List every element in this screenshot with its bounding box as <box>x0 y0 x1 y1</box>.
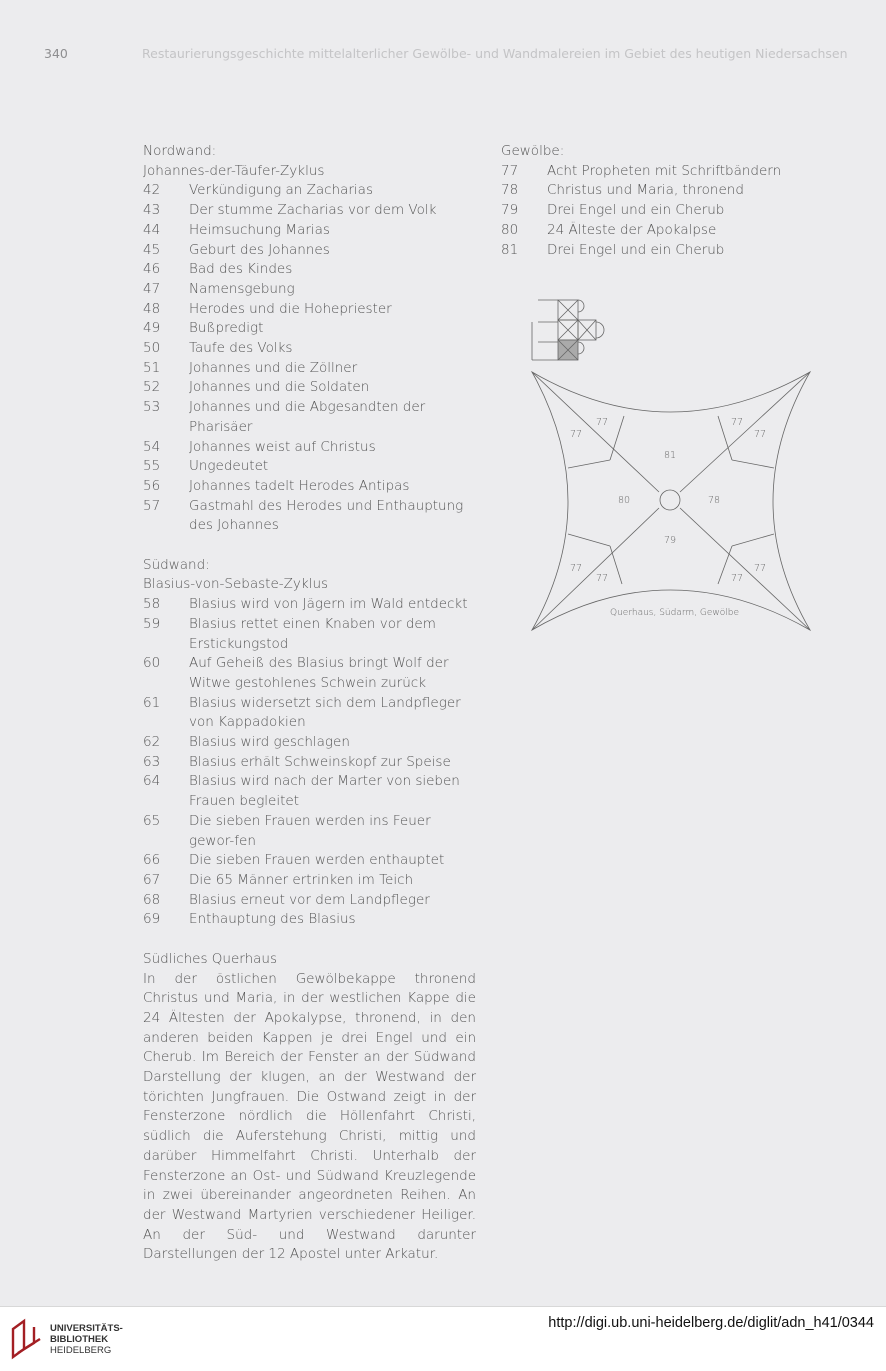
label-79: 79 <box>664 535 677 546</box>
item-text: Geburt des Johannes <box>189 241 330 258</box>
item-number: 79 <box>501 202 519 219</box>
item-text: Taufe des Volks <box>189 340 293 357</box>
querhaus-heading: Südliches Querhaus <box>143 950 278 967</box>
label-77: 77 <box>754 563 767 574</box>
label-80: 80 <box>618 495 631 506</box>
suedwand-item <box>143 812 476 851</box>
item-text: Namensgebung <box>189 280 295 297</box>
item-text: Enthauptung des Blasius <box>189 911 356 928</box>
item-number: 81 <box>501 241 519 258</box>
item-number: 42 <box>143 182 161 199</box>
item-text: Johannes tadelt Herodes Antipas <box>189 477 410 494</box>
item-number: 80 <box>501 221 519 238</box>
item-number: 67 <box>143 872 161 888</box>
label-81: 81 <box>664 450 677 461</box>
running-title: Restaurierungsgeschichte mittelalterlicher Gewölbe- und Wandmalereien im Gebiet des heutigen Niedersachsen <box>142 46 848 61</box>
item-number: 49 <box>143 320 161 337</box>
label-77: 77 <box>731 417 744 428</box>
nordwand-item <box>143 319 476 339</box>
nordwand-item <box>143 457 476 477</box>
nordwand-item <box>143 201 476 221</box>
suedwand-item <box>143 910 476 930</box>
item-text: Herodes und die Hohepriester <box>189 300 392 317</box>
item-number: 51 <box>143 359 161 376</box>
vault-diagram <box>526 292 816 632</box>
item-number: 57 <box>143 497 161 514</box>
gewoelbe-item <box>501 201 801 221</box>
item-number: 63 <box>143 753 161 770</box>
nordwand-cycle: Johannes-der-Täufer-Zyklus <box>143 162 325 179</box>
suedwand-item <box>143 871 476 891</box>
item-text: Der stumme Zacharias vor dem Volk <box>189 202 437 219</box>
item-number: 48 <box>143 300 161 317</box>
suedwand-item <box>143 891 476 911</box>
vault-plan <box>532 372 810 630</box>
item-text: Drei Engel und ein Cherub <box>547 202 725 219</box>
querhaus-paragraph: In der östlichen Gewölbekappe thronend Christus und Maria, in der westlichen Kappe die 24 Ältesten der Apokalypse, thronend, in den anderen beiden Kappen je drei Engel und ein Cherub. Im Bereich der Fenster an der Südwand Darstellung der klugen, an der Westwand der törichten Jungfrauen. Die Ostwand zeigt in der Fensterzone nördlich die Höllenfahrt Christi, südlich die Auferstehung Christi, mittig und darüber Himmelfahrt Christi. Unterhalb der Fensterzone an Ost- und Südwand Kreuzlegende in zwei übereinander angeordneten Reihen. An der Westwand Martyrien verschiedener Heiliger. An der Süd- und Westwand darunter Darstellungen der 12 Apostel unter Arkatur. <box>143 970 476 1263</box>
item-number: 47 <box>143 280 161 297</box>
source-url-link[interactable]: http://digi.ub.uni-heidelberg.de/diglit/adn_h41/0344 <box>548 1315 874 1331</box>
item-number: 77 <box>501 162 519 179</box>
diagram-caption: Querhaus, Südarm, Gewölbe <box>610 608 740 618</box>
nordwand-item <box>143 339 476 359</box>
suedwand-item <box>143 654 476 693</box>
item-number: 43 <box>143 202 161 219</box>
suedwand-item <box>143 753 476 773</box>
nordwand-item <box>143 477 476 497</box>
nordwand-item <box>143 181 476 201</box>
suedwand-item <box>143 615 476 654</box>
item-number: 50 <box>143 340 161 357</box>
library-logo-text <box>50 1323 123 1356</box>
item-number: 54 <box>143 438 161 455</box>
nordwand-heading: Nordwand: <box>143 143 217 159</box>
nordwand-list <box>143 181 476 536</box>
item-number: 59 <box>143 615 161 632</box>
item-number: 52 <box>143 379 161 396</box>
logo-line-2: BIBLIOTHEK <box>50 1334 109 1345</box>
gewoelbe-heading: Gewölbe: <box>501 143 565 159</box>
nordwand-item <box>143 221 476 241</box>
library-logo-icon <box>10 1317 44 1361</box>
item-number: 64 <box>143 773 161 790</box>
gewoelbe-list <box>501 162 801 261</box>
item-text: Ungedeutet <box>189 458 269 475</box>
item-number: 45 <box>143 241 161 258</box>
suedwand-item <box>143 851 476 871</box>
nordwand-item <box>143 241 476 261</box>
item-number: 68 <box>143 891 161 908</box>
logo-line-3: HEIDELBERG <box>50 1345 112 1356</box>
item-number: 61 <box>143 694 161 711</box>
item-text: Christus und Maria, thronend <box>547 182 744 199</box>
item-number: 56 <box>143 477 161 494</box>
item-text: Blasius rettet einen Knaben vor dem Erstickungstod <box>189 615 436 652</box>
item-number: 44 <box>143 221 161 238</box>
label-78: 78 <box>708 495 721 506</box>
item-number: 66 <box>143 852 161 869</box>
label-77: 77 <box>596 573 609 584</box>
right-column <box>501 142 801 260</box>
item-number: 55 <box>143 458 161 475</box>
item-text: Johannes und die Zöllner <box>189 359 358 376</box>
item-text: Bad des Kindes <box>189 261 293 278</box>
item-number: 78 <box>501 182 519 199</box>
gewoelbe-item <box>501 221 801 241</box>
item-text: Johannes und die Abgesandten der Pharisäer <box>189 399 426 435</box>
item-text: Johannes weist auf Christus <box>189 438 376 455</box>
footer-bar <box>0 1306 886 1371</box>
item-text: Verkündigung an Zacharias <box>189 182 373 199</box>
suedwand-cycle: Blasius-von-Sebaste-Zyklus <box>143 576 329 593</box>
suedwand-item <box>143 772 476 811</box>
item-text: Drei Engel und ein Cherub <box>547 241 725 258</box>
item-number: 60 <box>143 655 161 672</box>
item-text: Acht Propheten mit Schriftbändern <box>547 162 782 179</box>
nordwand-item <box>143 280 476 300</box>
gewoelbe-item <box>501 181 801 201</box>
item-number: 69 <box>143 911 161 928</box>
nordwand-item <box>143 378 476 398</box>
item-text: Blasius erneut vor dem Landpfleger <box>189 891 430 908</box>
item-text: Heimsuchung Marias <box>189 221 330 238</box>
label-77: 77 <box>596 417 609 428</box>
suedwand-item <box>143 694 476 733</box>
item-number: 65 <box>143 812 161 829</box>
label-77: 77 <box>570 429 583 440</box>
item-text: Blasius wird geschlagen <box>189 734 350 751</box>
item-number: 58 <box>143 596 161 613</box>
item-number: 53 <box>143 399 161 416</box>
left-column <box>143 142 476 1265</box>
label-77: 77 <box>570 563 583 574</box>
key-plan <box>532 300 604 360</box>
page-number: 340 <box>44 46 68 61</box>
suedwand-list <box>143 595 476 930</box>
gewoelbe-item <box>501 162 801 182</box>
item-text: Die sieben Frauen werden enthauptet <box>189 852 445 869</box>
item-text: Blasius erhält Schweinskopf zur Speise <box>189 753 451 770</box>
item-text: Die sieben Frauen werden ins Feuer gewor-fen <box>189 812 431 849</box>
item-text: Auf Geheiß des Blasius bringt Wolf der Witwe gestohlenes Schwein zurück <box>189 655 449 691</box>
nordwand-item <box>143 260 476 280</box>
nordwand-item <box>143 497 476 536</box>
item-text: Blasius wird nach der Marter von sieben Frauen begleitet <box>189 773 460 810</box>
suedwand-heading: Südwand: <box>143 556 210 573</box>
gewoelbe-item <box>501 241 801 261</box>
nordwand-item <box>143 359 476 379</box>
label-77: 77 <box>754 429 767 440</box>
item-number: 46 <box>143 261 161 278</box>
nordwand-item <box>143 398 476 437</box>
logo-line-1: UNIVERSITÄTS- <box>50 1323 123 1334</box>
item-text: Blasius wird von Jägern im Wald entdeckt <box>189 596 468 613</box>
nordwand-item <box>143 438 476 458</box>
item-text: Blasius widersetzt sich dem Landpfleger von Kappadokien <box>189 694 461 731</box>
item-text: Johannes und die Soldaten <box>189 379 370 396</box>
item-text: Bußpredigt <box>189 320 264 337</box>
item-text: Gastmahl des Herodes und Enthauptung des Johannes <box>189 497 464 534</box>
suedwand-item <box>143 733 476 753</box>
item-number: 62 <box>143 734 161 751</box>
label-77: 77 <box>731 573 744 584</box>
nordwand-item <box>143 300 476 320</box>
item-text: 24 Älteste der Apokalpse <box>547 221 717 238</box>
running-header <box>44 46 848 61</box>
suedwand-item <box>143 595 476 615</box>
item-text: Die 65 Männer ertrinken im Teich <box>189 872 414 888</box>
